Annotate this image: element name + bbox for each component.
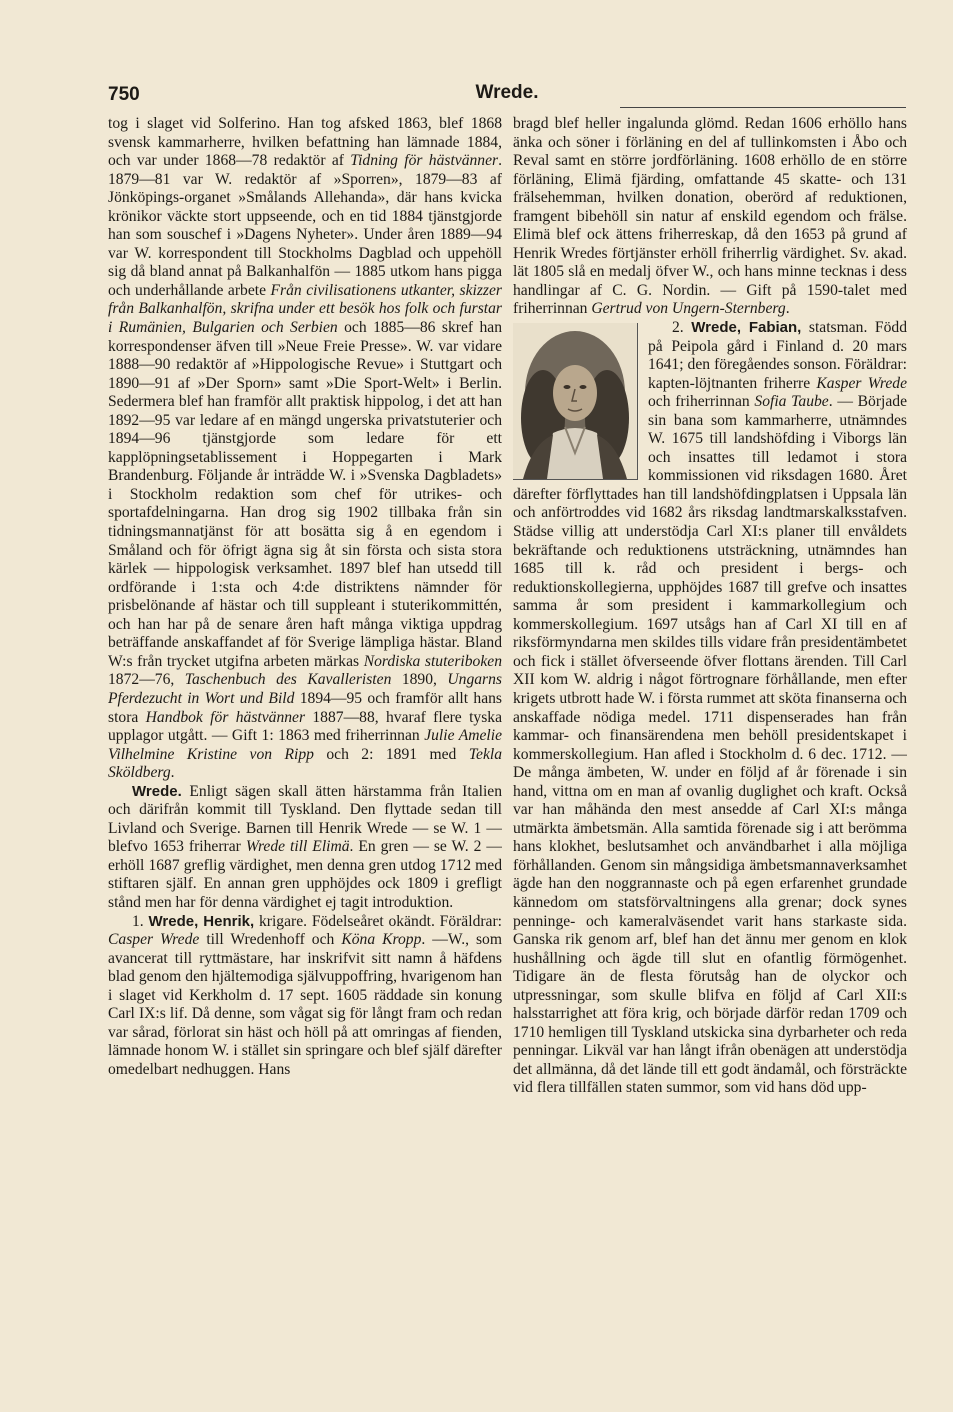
column-right bbox=[513, 115, 907, 1355]
entry-wrede-fabian: 2. Wrede, Fabian, statsman. Född på Peipola gård i Finland d. 20 mars 1641; den föregåendes sonson. Föräldrar: kapten-löjtnanten friherre Kasper Wrede och friherrinnan Sofia Taube. — Började sin bana som kammarherre, utnämndes W. 1675 till landshöfding i Viborgs län och insattes till ledamot i stora kommissionen vid riksdagen 1680. Året därefter förflyttades han till landshöfdingplatsen i Uppsala län och anförtroddes vid 1682 års riksdag landtmarskalksstafven. Städse villig att understödja Carl XI:s planer till envåldets bekräftande och reduktionens utsträckning, utnämndes han 1685 till k. råd och president i bergs- och reduktionskollegierna, upphöjdes 1687 till grefve och insattes samma år som president i kammarkollegium och kommerskollegium. 1697 utsågs han af Carl XI till en af riksförmyndarna men skildes tills vidare från presidentämbetet och fick i stället öfverseende öfver flottans ärenden. Till Carl XII kom W. aldrig i något förtrognare förhållande, men efter krigets utbrott hade W. i första rummet att sköta finanserna och anskaffade nödiga medel. 1711 dispenserades han från kammar- och finansärendena men behöll presidentskapet i kommerskollegium. Han afled i Stockholm d. 6 dec. 1712. — De många ämbeten, W. under en följd af år förenade i sin hand, vittna om en man af ovanlig duglighet och kraft. Också var han måhända den mest ansedde af Carl XI:s många utmärkta ämbetsmän. Alla samtida förenade sig i att berömma hans klokhet, beslutsamhet och användbarhet i alla möjliga förhållanden. Genom sin mångsidiga ämbetsmannaverksamhet ägde han den noggrannaste och på egen erfarenhet grundade kännedom om statsförvaltningens alla grenar; dock synes penninge- och kameralväsendet varit hans starkaste sida. Ganska rik genom arf, blef han det ännu mer genom en klok hushållning och ägde till slut en ofantlig förmögenhet. Tidigare än de flesta förutsåg han de olyckor och utpressningar, som skulle blifva en följd af Carl XII:s halsstarrighet att föra krig, och började därför redan 1709 och 1710 hemligen till Tyskland utskicka sina dyrbarheter och reda penningar. Likväl var han långt ifrån obenägen att understödja det allmänna, då det lände till ett godt ändamål, och försträckte vid flera tillfällen staten summor, som vid hans död upp- bbox=[513, 319, 907, 1097]
page-number: 750 bbox=[108, 84, 140, 105]
page-header bbox=[108, 80, 906, 108]
paragraph-wrede-continued: tog i slaget vid Solferino. Han tog afsked 1863, blef 1868 svensk kammarherre, hvilken befattning han lämnade 1884, och var under 1868—78 redaktör af Tidning för hästvänner. 1879—81 var W. redaktör af »Sporren», 1879—83 af Jönköpings-organet »Smålands Allehanda», där hans kvicka krönikor väckte stort uppseende, och en tid 1884 tjänstgjorde han som souschef i »Dagens Nyheter». Under åren 1889—94 var W. korrespondent till Stockholms Dagblad och uppehöll sig då bland annat på Balkanhalfön — 1885 utkom hans pigga och underhållande arbete Från civilisationens utkanter, skizzer från Balkanhalfön, skrifna under ett besök hos folk och furstar i Rumänien, Bulgarien och Serbien och 1885—86 skref han korrespondenser äfven till »Neue Freie Presse». W. var vidare 1888—90 redaktör af »Hippologische Revue» i Stuttgart och 1890—91 af »Der Sporn» samt »Die Sport-Welt» i Berlin. Sedermera blef han framför allt praktisk hippolog, i det att han 1892—95 var ledare af en mängd ungerska privatstuterier och 1894—96 tjänstgjorde som ledare för ett kapplöpningsetablissement i Hoppegarten i Mark Brandenburg. Följande år inträdde W. i »Svenska Dagbladets» i Stockholm redaktion som chef för utrikes- och sportafdelningarna. Han drog sig 1902 tillbaka från sin tidningsmannatjänst för att bosätta sig å en egendom i Småland och för öfrigt ägna sig åt sin första och sista stora kärlek — hippologisk verksamhet. 1897 blef han utsedd till ordförande i 1:sta och 4:de distriktens nämnder för prisbelönande af hästar och till suppleant i stuterikommittén, och han har på de senare åren haft många viktiga uppdrag beträffande anskaffandet af för Sverige lämpliga hästar. Bland W:s från trycket utgifna arbeten märkas Nordiska stuteriboken 1872—76, Taschenbuch des Kavalleristen 1890, Ungarns Pferdezucht in Wort und Bild 1894—95 och framför allt hans stora Handbok för hästvänner 1887—88, hvaraf flere tyska upplagor utgått. — Gift 1: 1863 med friherrinnan Julie Amelie Vilhelmine Kristine von Ripp och 2: 1891 med Tekla Sköldberg. bbox=[108, 115, 502, 782]
portrait-engraving-icon bbox=[513, 323, 638, 480]
headword: Wrede, Henrik, bbox=[148, 912, 255, 930]
header-rule bbox=[620, 107, 906, 108]
paragraph-henrik-continued: bragd blef heller ingalunda glömd. Redan 1606 erhöllo hans änka och söner i förläning en del af tullinkomsten i Åbo och Reval samt en större jordförläning. 1608 erhöllo de en större förläning, Elimä fjärding, omfattande 45 skatte- och 131 frälsehemman, hvilken donation, oberörd af reduktionen, framgent bibehöll sin natur af enskild egendom och frälse. Elimä blef ock ättens friherreskap, då den 1653 på grund af Henrik Wredes förtjänster erhöll friherrlig värdighet. Sv. akad. lät 1805 slå en medalj öfver W., och hans minne tecknas i dess handlingar af C. G. Nordin. — Gift på 1590-talet med friherrinnan Gertrud von Ungern-Sternberg. bbox=[513, 115, 907, 318]
headword: Wrede, Fabian, bbox=[691, 319, 802, 337]
column-left bbox=[108, 115, 502, 1355]
headword: Wrede. bbox=[132, 782, 182, 800]
entry-wrede-henrik: 1. Wrede, Henrik, krigare. Födelseåret okändt. Föräldrar: Casper Wrede till Wredenhoff och Köna Kropp. —W., som avancerat till ryttmästare, har inskrifvit sitt namn å häfdens blad genom den hjältemodiga självuppoffring, hvarigenom han i slaget vid Kerkholm d. 17 sept. 1605 räddade sin konung Carl IX:s lif. Då denne, som vågat sig för långt fram och redan var sårad, förlorat sin häst och höll på att omringas af fienden, lämnade honom W. i stället sin springare och blef själf därefter omedelbart nedhuggen. Hans bbox=[108, 912, 502, 1078]
entry-wrede-family: Wrede. Enligt sägen skall ätten härstamma från Italien och därifrån kommit till Tyskland. Den flyttade sedan till Livland och Sverige. Barnen till Henrik Wrede — se W. 1 — blefvo 1653 friherrar Wrede till Elimä. En gren — se W. 2 — erhöll 1687 greflig värdighet, men denna gren utdog 1712 med stiftaren själf. En annan gren upphöjdes ock 1809 i grefligt stånd men har för denna värdighet ej tagit introduktion. bbox=[108, 782, 502, 911]
running-head: Wrede. bbox=[475, 82, 539, 103]
